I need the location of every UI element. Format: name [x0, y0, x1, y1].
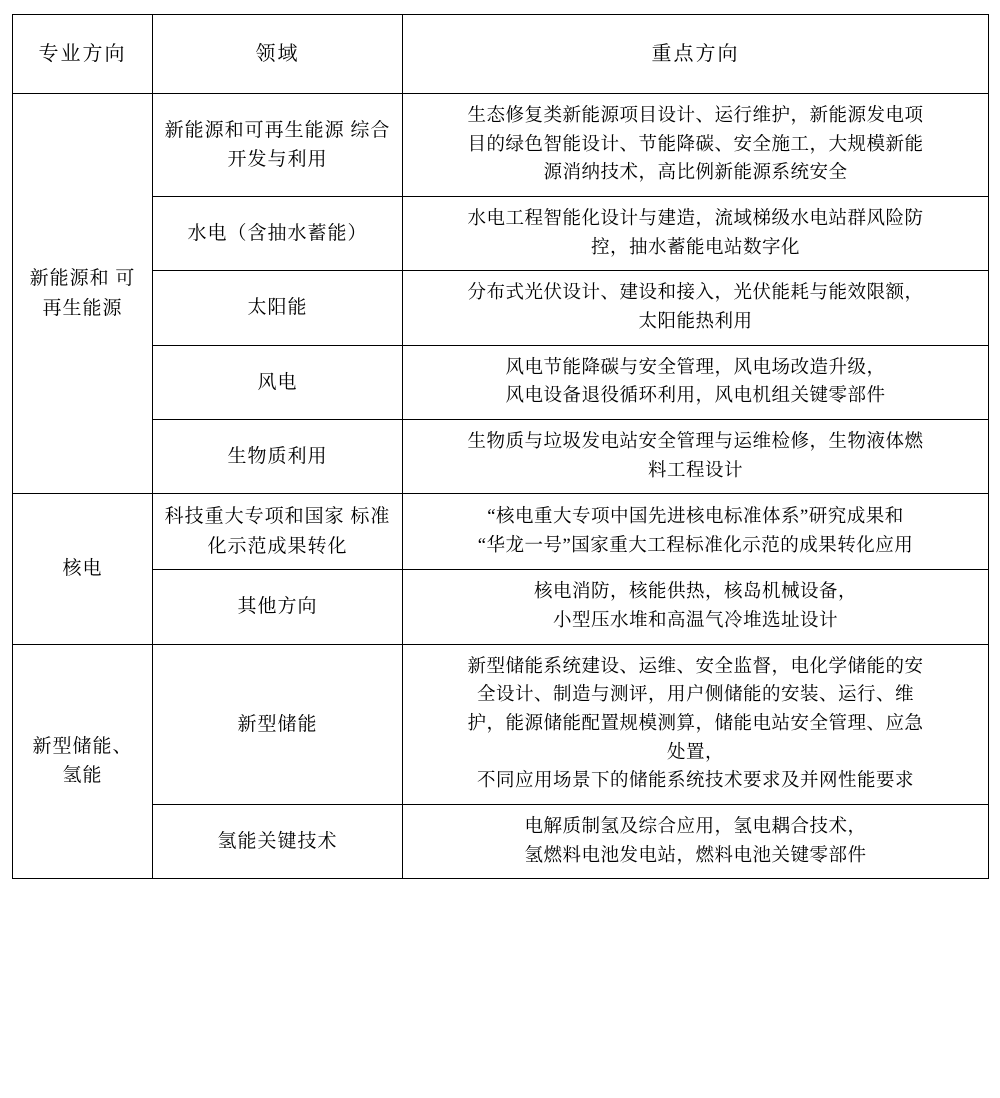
category-cell: 新能源和 可再生能源 — [13, 94, 153, 494]
field-cell: 太阳能 — [153, 271, 403, 345]
field-cell: 其他方向 — [153, 570, 403, 644]
focus-cell: 核电消防，核能供热，核岛机械设备， 小型压水堆和高温气冷堆选址设计 — [403, 570, 989, 644]
focus-cell: 生物质与垃圾发电站安全管理与运维检修，生物液体燃 料工程设计 — [403, 420, 989, 494]
category-cell: 新型储能、 氢能 — [13, 644, 153, 879]
table-row — [13, 271, 989, 345]
field-cell: 水电（含抽水蓄能） — [153, 197, 403, 271]
field-cell: 风电 — [153, 345, 403, 419]
focus-cell: 生态修复类新能源项目设计、运行维护，新能源发电项 目的绿色智能设计、节能降碳、安全施工，大规模新能 源消纳技术，高比例新能源系统安全 — [403, 94, 989, 197]
table-row — [13, 570, 989, 644]
focus-cell: 风电节能降碳与安全管理，风电场改造升级， 风电设备退役循环利用，风电机组关键零部件 — [403, 345, 989, 419]
focus-cell: 水电工程智能化设计与建造，流域梯级水电站群风险防 控，抽水蓄能电站数字化 — [403, 197, 989, 271]
header-focus: 重点方向 — [403, 15, 989, 94]
table-header — [13, 15, 989, 94]
field-cell: 新型储能 — [153, 644, 403, 804]
table-row — [13, 345, 989, 419]
table-row — [13, 94, 989, 197]
focus-cell: 新型储能系统建设、运维、安全监督，电化学储能的安 全设计、制造与测评，用户侧储能的安装、运行、维 护，能源储能配置规模测算，储能电站安全管理、应急 处置， 不同应用场景下的储能系统技术要求及并网性能要求 — [403, 644, 989, 804]
header-domain: 领域 — [153, 15, 403, 94]
focus-cell: 电解质制氢及综合应用，氢电耦合技术， 氢燃料电池发电站，燃料电池关键零部件 — [403, 804, 989, 878]
table-row — [13, 197, 989, 271]
header-row — [13, 15, 989, 94]
focus-cell: 分布式光伏设计、建设和接入，光伏能耗与能效限额， 太阳能热利用 — [403, 271, 989, 345]
field-cell: 氢能关键技术 — [153, 804, 403, 878]
field-cell: 生物质利用 — [153, 420, 403, 494]
header-specialty: 专业方向 — [13, 15, 153, 94]
field-cell: 科技重大专项和国家 标准化示范成果转化 — [153, 494, 403, 570]
table-row — [13, 420, 989, 494]
focus-cell: “核电重大专项中国先进核电标准体系”研究成果和 “华龙一号”国家重大工程标准化示范的成果转化应用 — [403, 494, 989, 570]
table-row — [13, 804, 989, 878]
table-row — [13, 644, 989, 804]
field-cell: 新能源和可再生能源 综合开发与利用 — [153, 94, 403, 197]
focus-areas-table — [12, 14, 989, 879]
table-body — [13, 94, 989, 879]
category-cell: 核电 — [13, 494, 153, 644]
table-row — [13, 494, 989, 570]
